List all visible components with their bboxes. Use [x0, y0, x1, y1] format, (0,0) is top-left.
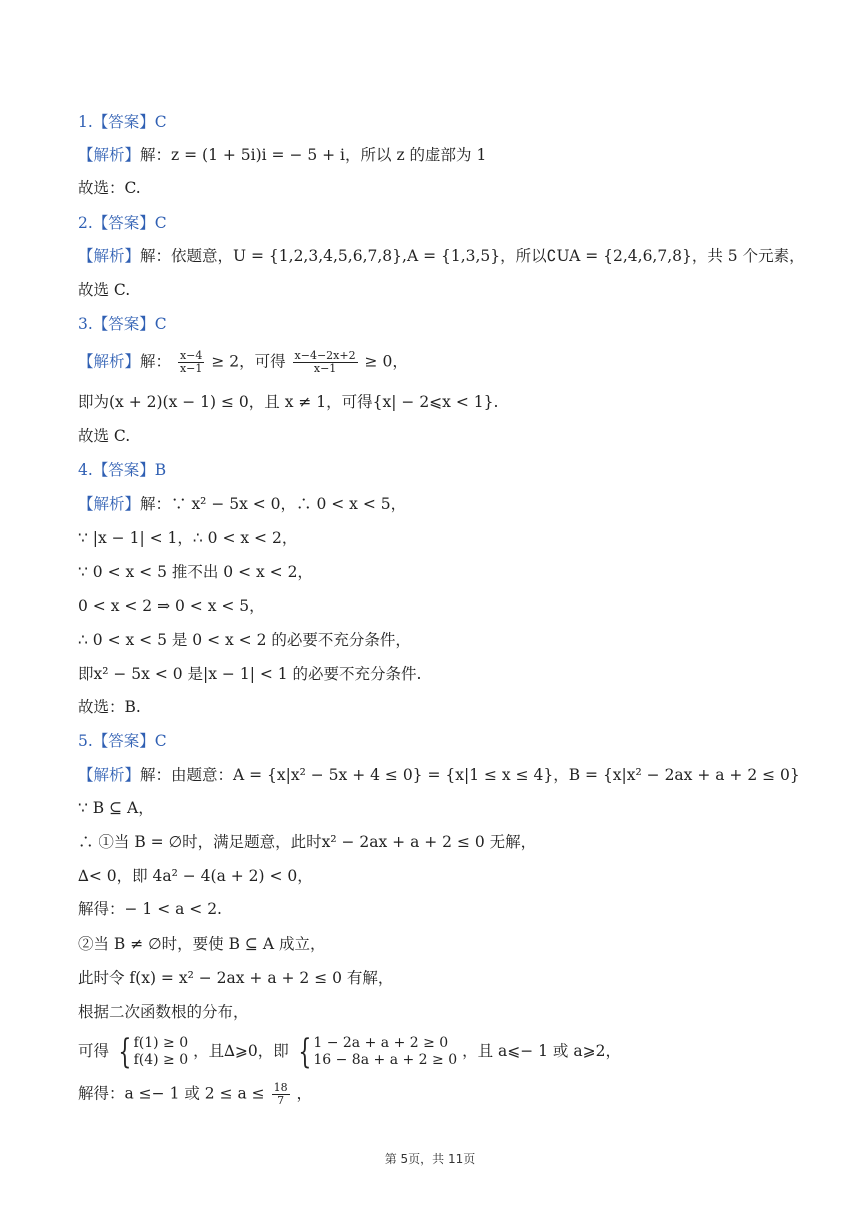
answer-3-heading: 3.【答案】C	[78, 315, 167, 333]
analysis-3-line-3: 故选 C.	[78, 427, 131, 445]
analysis-5-line-2: ∵ B ⊆ A，	[78, 799, 154, 817]
system-row: f(4) ≥ 0	[133, 1052, 189, 1068]
analysis-tag: 【解析】	[78, 352, 141, 371]
analysis-1-line-1	[78, 144, 820, 166]
analysis-5-line-7: 此时令 f(x) = x² − 2ax + a + 2 ≤ 0 有解，	[78, 969, 394, 987]
analysis-5-line-6: ②当 B ≠ ∅时，要使 B ⊆ A 成立，	[78, 935, 326, 953]
analysis-5-line-5: 解得：− 1 < a < 2.	[78, 900, 222, 918]
analysis-4-line-6: 即x² − 5x < 0 是|x − 1| < 1 的必要不充分条件.	[78, 665, 422, 683]
fraction-numerator: x−4−2x+2	[294, 349, 356, 362]
system-row: 1 − 2a + a + 2 ≥ 0	[313, 1035, 449, 1051]
analysis-text: 解：由题意：A = {x|x² − 5x + 4 ≤ 0} = {x|1 ≤ x ≤ 4}，B = {x|x² − 2ax + a + 2 ≤ 0}	[140, 766, 800, 784]
analysis-4-line-2: ∵ |x − 1| < 1，∴ 0 < x < 2，	[78, 529, 298, 547]
analysis-text: 解：z = (1 + 5i)i = − 5 + i，所以 z 的虚部为 1	[140, 146, 487, 164]
fraction-denominator: 7	[277, 1094, 285, 1107]
analysis-5-line-9	[78, 1032, 820, 1070]
analysis-1-line-2: 故选：C.	[78, 179, 141, 197]
analysis-text: 解：	[140, 352, 172, 371]
page-footer: 第 5页，共 11页	[384, 1152, 476, 1166]
analysis-3-line-2: 即为(x + 2)(x − 1) ≤ 0，且 x ≠ 1，可得{x| − 2⩽x < 1}.	[78, 393, 499, 411]
fraction	[178, 350, 204, 375]
analysis-4-line-4: 0 < x < 2 ⇒ 0 < x < 5，	[78, 597, 265, 615]
answer-1-heading: 1.【答案】C	[78, 113, 167, 131]
analysis-tag: 【解析】	[78, 495, 141, 513]
analysis-text: 可得	[78, 1042, 110, 1060]
fraction-numerator: 18	[273, 1081, 288, 1094]
analysis-tag: 【解析】	[78, 146, 141, 164]
analysis-text: ，且 a⩽− 1 或 a⩾2，	[462, 1042, 621, 1060]
analysis-text: 解：∵ x² − 5x < 0，∴ 0 < x < 5，	[140, 495, 407, 513]
analysis-4-line-7: 故选：B.	[78, 698, 141, 716]
analysis-text: ，且∆⩾0，即	[193, 1042, 289, 1060]
analysis-tag: 【解析】	[78, 247, 141, 265]
fraction	[272, 1082, 290, 1107]
analysis-3-line-1	[78, 350, 820, 375]
analysis-5-line-10	[78, 1082, 820, 1107]
answer-2-heading: 2.【答案】C	[78, 214, 167, 232]
system-row: f(1) ≥ 0	[133, 1035, 189, 1051]
fraction-numerator: x−4	[179, 349, 203, 362]
analysis-5-line-8: 根据二次函数根的分布，	[78, 1003, 249, 1021]
analysis-text: 解：依题意，U = {1,2,3,4,5,6,7,8},A = {1,3,5}，所以∁UA = {2,4,6,7,8}，共 5 个元素，	[140, 247, 805, 265]
brace: {	[118, 1032, 132, 1072]
analysis-5-line-1	[78, 764, 820, 786]
analysis-text: 解得：a ≤− 1 或 2 ≤ a ≤	[78, 1084, 265, 1103]
analysis-2-line-1	[78, 245, 820, 267]
fraction-denominator: x−1	[313, 362, 337, 375]
fraction	[293, 350, 358, 375]
answer-5-heading: 5.【答案】C	[78, 732, 167, 750]
analysis-5-line-4: ∆< 0，即 4a² − 4(a + 2) < 0，	[78, 867, 313, 885]
fraction-denominator: x−1	[179, 362, 203, 375]
analysis-text: ≥ 2，可得	[211, 352, 286, 371]
analysis-2-line-2: 故选 C.	[78, 281, 131, 299]
analysis-5-line-3: ∴ ①当 B = ∅时，满足题意，此时x² − 2ax + a + 2 ≤ 0 无解，	[78, 833, 537, 851]
analysis-4-line-3: ∵ 0 < x < 5 推不出 0 < x < 2，	[78, 563, 313, 581]
brace: {	[298, 1032, 312, 1072]
system-row: 16 − 8a + a + 2 ≥ 0	[313, 1052, 458, 1068]
analysis-4-line-5: ∴ 0 < x < 5 是 0 < x < 2 的必要不充分条件，	[78, 631, 411, 649]
analysis-text: ，	[296, 1084, 313, 1103]
answer-4-heading: 4.【答案】B	[78, 461, 167, 479]
analysis-text: ≥ 0，	[364, 352, 408, 371]
analysis-tag: 【解析】	[78, 766, 141, 784]
equation-system	[114, 1032, 189, 1072]
analysis-4-line-1	[78, 493, 820, 515]
equation-system	[294, 1032, 458, 1072]
